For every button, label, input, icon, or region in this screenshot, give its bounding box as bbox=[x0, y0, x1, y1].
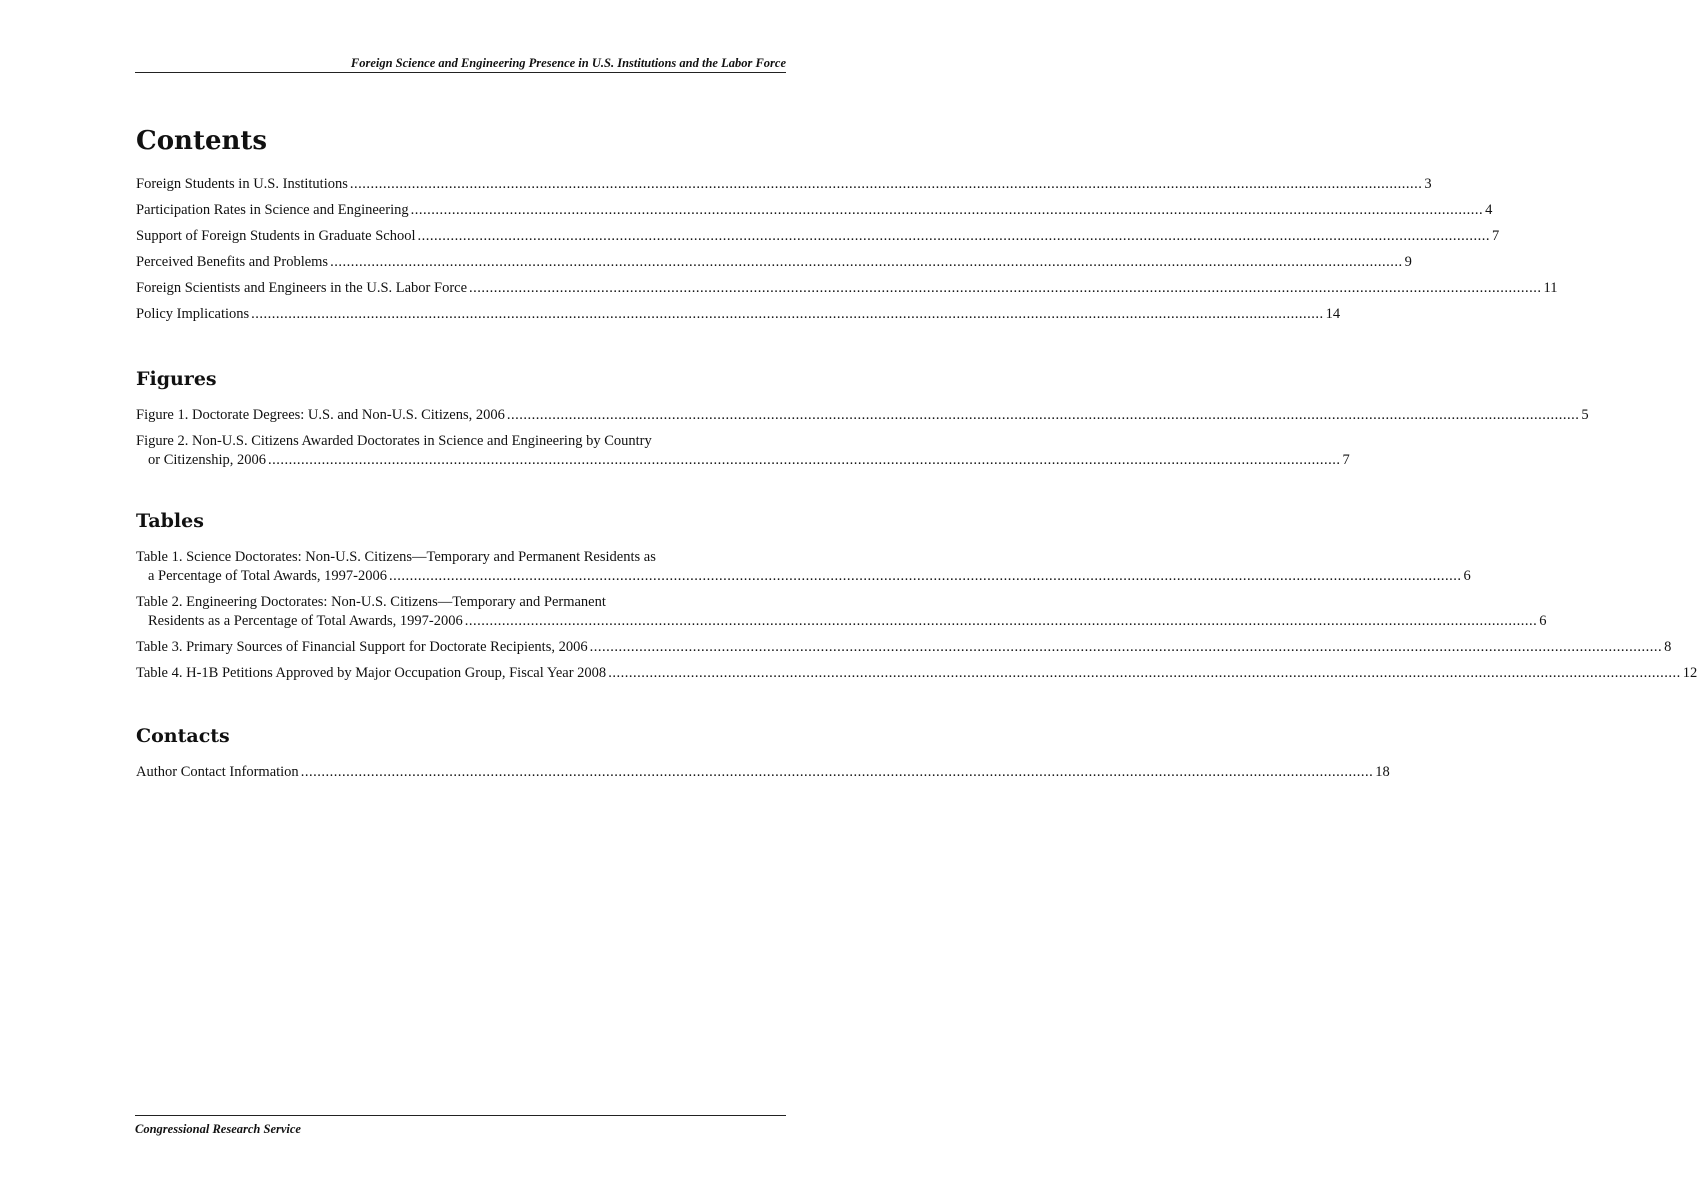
toc-entry[interactable] bbox=[136, 593, 1547, 631]
running-footer: Congressional Research Service bbox=[135, 1115, 786, 1137]
leader-dots: .................................................................................................................................................................................................................................................................... bbox=[251, 306, 1324, 322]
toc-entry[interactable] bbox=[136, 305, 1341, 324]
toc-entry-page: 8 bbox=[1664, 639, 1672, 655]
leader-dots: .................................................................................................................................................................................................................................................................... bbox=[268, 452, 1341, 468]
toc-entry-title[interactable]: Foreign Scientists and Engineers in the U.S. Labor Force bbox=[136, 280, 468, 296]
toc-entry-title[interactable]: Figure 1. Doctorate Degrees: U.S. and Non-U.S. Citizens, 2006 bbox=[136, 407, 505, 423]
leader-dots: .................................................................................................................................................................................................................................................................... bbox=[417, 228, 1491, 244]
toc-entry-page: 11 bbox=[1543, 280, 1558, 296]
toc-entry-title[interactable]: Policy Implications bbox=[136, 306, 250, 322]
toc-entry-page: 7 bbox=[1342, 452, 1350, 468]
toc-entry[interactable] bbox=[136, 201, 1493, 220]
toc-entry-page: 3 bbox=[1424, 176, 1432, 192]
figures-heading: Figures bbox=[136, 368, 217, 390]
toc-entry-page: 12 bbox=[1682, 665, 1697, 681]
toc-entry[interactable] bbox=[136, 406, 1589, 425]
figures-list bbox=[136, 406, 1589, 470]
leader-dots: .................................................................................................................................................................................................................................................................... bbox=[506, 407, 1580, 423]
toc-entry-title[interactable]: Support of Foreign Students in Graduate School bbox=[136, 228, 416, 244]
toc-entry-page: 14 bbox=[1325, 306, 1341, 322]
toc-entry-title[interactable]: or Citizenship, 2006 bbox=[148, 452, 267, 468]
toc-entry-title[interactable]: Perceived Benefits and Problems bbox=[136, 254, 329, 270]
toc-entry-page: 6 bbox=[1463, 568, 1471, 584]
toc-entry-title[interactable]: Participation Rates in Science and Engineering bbox=[136, 202, 409, 218]
running-header: Foreign Science and Engineering Presence in U.S. Institutions and the Labor Force bbox=[135, 55, 786, 73]
leader-dots: .................................................................................................................................................................................................................................................................... bbox=[589, 639, 1663, 655]
contacts-list bbox=[136, 763, 1390, 782]
contents-list bbox=[136, 175, 1558, 324]
toc-entry-title[interactable]: Foreign Students in U.S. Institutions bbox=[136, 176, 348, 192]
leader-dots: .................................................................................................................................................................................................................................................................... bbox=[300, 764, 1374, 780]
toc-entry[interactable] bbox=[136, 432, 1350, 470]
contacts-heading: Contacts bbox=[136, 725, 230, 747]
toc-entry[interactable] bbox=[136, 638, 1672, 657]
table-of-contents bbox=[136, 123, 1697, 782]
toc-entry-page: 5 bbox=[1581, 407, 1589, 423]
toc-entry-title[interactable]: a Percentage of Total Awards, 1997-2006 bbox=[148, 568, 387, 584]
toc-entry-first-line[interactable]: Table 1. Science Doctorates: Non-U.S. Citizens—Temporary and Permanent Residents as bbox=[136, 549, 656, 565]
toc-entry[interactable] bbox=[136, 279, 1558, 298]
toc-entry[interactable] bbox=[136, 227, 1500, 246]
toc-entry-page: 9 bbox=[1404, 254, 1412, 270]
toc-entry-title[interactable]: Table 4. H-1B Petitions Approved by Major Occupation Group, Fiscal Year 2008 bbox=[136, 665, 607, 681]
toc-entry-page: 7 bbox=[1492, 228, 1500, 244]
leader-dots: .................................................................................................................................................................................................................................................................... bbox=[469, 280, 1542, 296]
tables-list bbox=[136, 548, 1697, 683]
toc-entry-page: 4 bbox=[1485, 202, 1493, 218]
toc-entry-page: 18 bbox=[1375, 764, 1390, 780]
leader-dots: .................................................................................................................................................................................................................................................................... bbox=[464, 613, 1538, 629]
toc-entry[interactable] bbox=[136, 763, 1390, 782]
leader-dots: .................................................................................................................................................................................................................................................................... bbox=[389, 568, 1462, 584]
toc-entry-title[interactable]: Table 3. Primary Sources of Financial Support for Doctorate Recipients, 2006 bbox=[136, 639, 588, 655]
toc-entry-first-line[interactable]: Table 2. Engineering Doctorates: Non-U.S. Citizens—Temporary and Permanent bbox=[136, 594, 606, 610]
leader-dots: .................................................................................................................................................................................................................................................................... bbox=[608, 665, 1681, 681]
toc-entry-page: 6 bbox=[1539, 613, 1547, 629]
leader-dots: .................................................................................................................................................................................................................................................................... bbox=[410, 202, 1484, 218]
leader-dots: .................................................................................................................................................................................................................................................................... bbox=[349, 176, 1423, 192]
contents-heading: Contents bbox=[136, 126, 268, 156]
toc-entry-first-line[interactable]: Figure 2. Non-U.S. Citizens Awarded Doctorates in Science and Engineering by Country bbox=[136, 433, 652, 449]
tables-heading: Tables bbox=[136, 510, 204, 532]
toc-entry[interactable] bbox=[136, 253, 1412, 272]
leader-dots: .................................................................................................................................................................................................................................................................... bbox=[330, 254, 1403, 270]
toc-entry[interactable] bbox=[136, 548, 1471, 586]
toc-entry[interactable] bbox=[136, 175, 1432, 194]
toc-entry-title[interactable]: Residents as a Percentage of Total Awards, 1997-2006 bbox=[148, 613, 463, 629]
toc-entry-title[interactable]: Author Contact Information bbox=[136, 764, 299, 780]
toc-entry[interactable] bbox=[136, 664, 1697, 683]
